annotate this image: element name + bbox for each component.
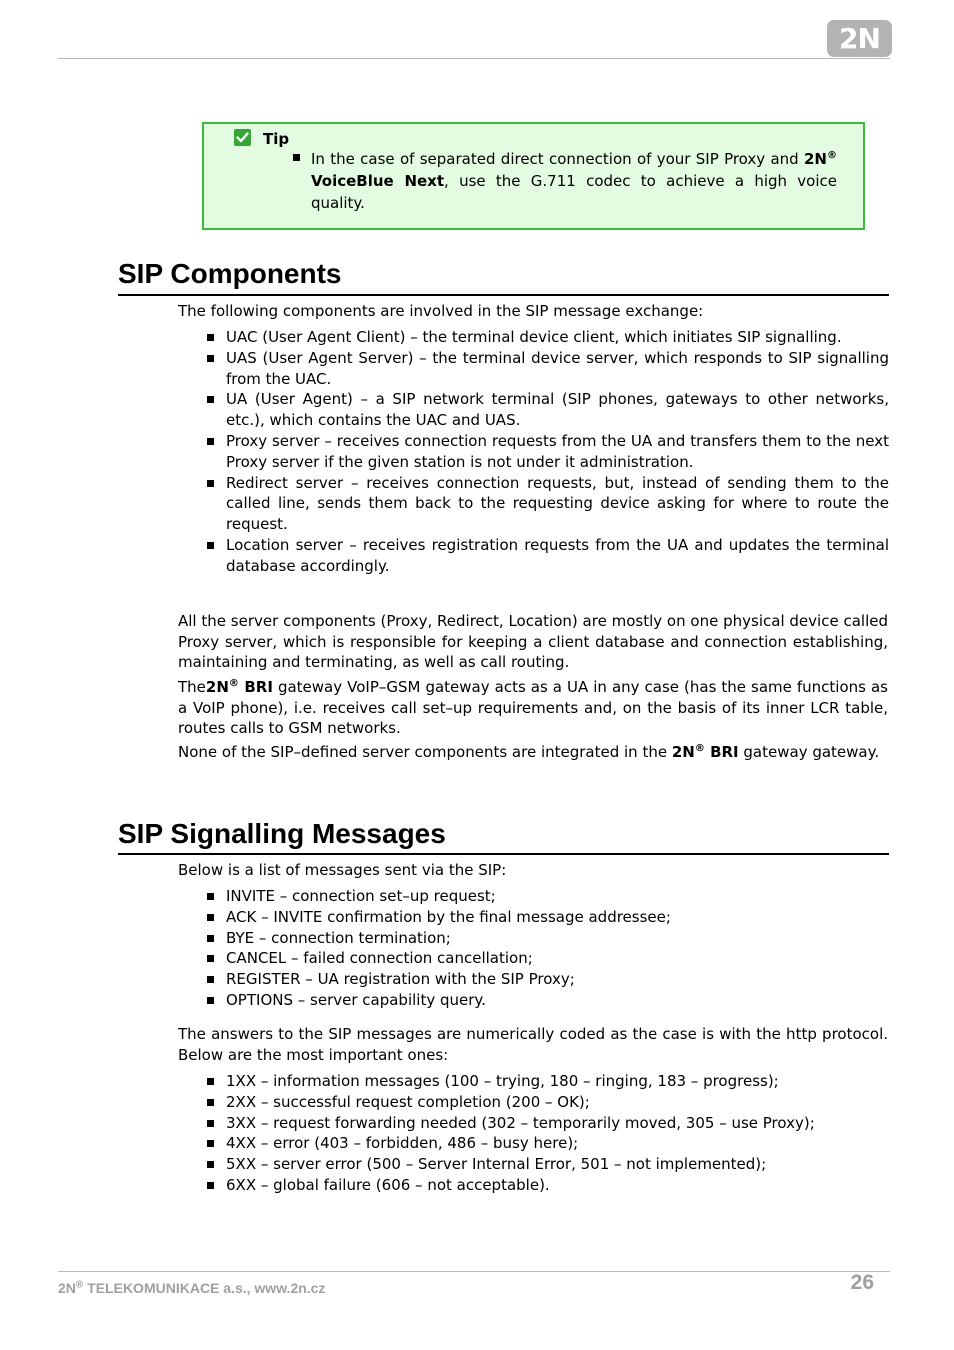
paragraph-not-integrated: None of the SIP–defined server components are integrated in the 2N® BRI gateway gateway.	[178, 743, 880, 761]
list-item: 6XX – global failure (606 – not acceptable).	[206, 1175, 889, 1196]
list-item: REGISTER – UA registration with the SIP Proxy;	[206, 969, 889, 990]
list-item: 5XX – server error (500 – Server Internal Error, 501 – not implemented);	[206, 1154, 889, 1175]
list-item: Proxy server – receives connection requests from the UA and transfers them to the next Proxy server if the given station is not under it administration.	[206, 431, 889, 473]
heading-underline	[118, 294, 889, 296]
tip-text: In the case of separated direct connection of your SIP Proxy and 2N® VoiceBlue Next, use the G.711 codec to achieve a high voice quality.	[311, 150, 837, 212]
components-list	[206, 327, 889, 577]
list-item: OPTIONS – server capability query.	[206, 990, 889, 1011]
company-logo: 2N	[827, 20, 892, 57]
paragraph-bri-gateway: The2N® BRI gateway VoIP–GSM gateway acts as a UA in any case (has the same functions as a VoIP phone), i.e. receives call set–up requirements and, on the basis of its inner LCR table, routes calls to GSM networks.	[178, 678, 888, 737]
header-divider	[58, 58, 890, 59]
page-number: 26	[850, 1271, 874, 1294]
list-item: CANCEL – failed connection cancellation;	[206, 948, 889, 969]
footer-divider	[58, 1271, 890, 1272]
list-item: 2XX – successful request completion (200 – OK);	[206, 1092, 889, 1113]
checkmark-icon	[234, 129, 251, 146]
list-item: 3XX – request forwarding needed (302 – temporarily moved, 305 – use Proxy);	[206, 1113, 889, 1134]
list-item: UAC (User Agent Client) – the terminal device client, which initiates SIP signalling.	[206, 327, 889, 348]
list-item: Location server – receives registration requests from the UA and updates the terminal database accordingly.	[206, 535, 889, 577]
list-item: ACK – INVITE confirmation by the final message addressee;	[206, 907, 889, 928]
list-item: INVITE – connection set–up request;	[206, 886, 889, 907]
messages-list	[206, 886, 889, 1011]
list-item: Redirect server – receives connection requests, but, instead of sending them to the called line, sends them back to the requesting device asking for where to route the request.	[206, 473, 889, 535]
list-item: UAS (User Agent Server) – the terminal device server, which responds to SIP signalling from the UAC.	[206, 348, 889, 390]
list-item: 1XX – information messages (100 – trying, 180 – ringing, 183 – progress);	[206, 1071, 889, 1092]
tip-box	[202, 122, 865, 230]
paragraph-server-components: All the server components (Proxy, Redirect, Location) are mostly on one physical device called Proxy server, which is responsible for keeping a client database and connection establishing, maintaining and terminating, as well as call routing.	[178, 612, 888, 671]
footer-company: 2N® TELEKOMUNIKACE a.s., www.2n.cz	[58, 1279, 326, 1296]
bullet-icon	[293, 154, 300, 161]
heading-underline	[118, 853, 889, 855]
list-item: 4XX – error (403 – forbidden, 486 – busy here);	[206, 1133, 889, 1154]
tip-title: Tip	[263, 130, 290, 148]
list-item: BYE – connection termination;	[206, 928, 889, 949]
response-codes-list	[206, 1071, 889, 1196]
section-intro: The following components are involved in the SIP message exchange:	[178, 302, 704, 320]
section-intro: Below is a list of messages sent via the SIP:	[178, 861, 507, 879]
list-item: UA (User Agent) – a SIP network terminal (SIP phones, gateways to other networks, etc.), which contains the UAC and UAS.	[206, 389, 889, 431]
paragraph-answers: The answers to the SIP messages are numerically coded as the case is with the http protocol. Below are the most important ones:	[178, 1025, 888, 1064]
section-heading-sip-components: SIP Components	[118, 258, 342, 289]
section-heading-sip-signalling: SIP Signalling Messages	[118, 818, 446, 849]
